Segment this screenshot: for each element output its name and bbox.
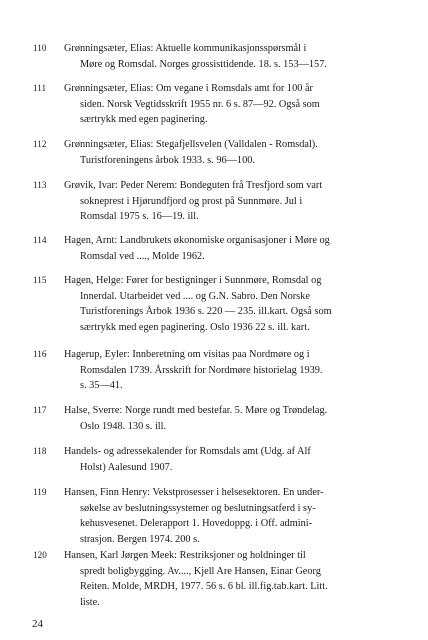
entry-line: strasjon. Bergen 1974. 200 s.: [80, 533, 200, 545]
entry-line: Oslo 1948. 130 s. ill.: [80, 420, 167, 432]
entry-line: Hansen, Finn Henry: Vekstprosesser i helsesektoren. En under-: [64, 487, 324, 498]
entry-line: Romsdal ved ...., Molde 1962.: [80, 250, 205, 262]
entry-text: [64, 273, 408, 335]
bibliography-entry: [33, 444, 408, 475]
entry-text: [64, 137, 408, 168]
bibliography-entry: [33, 403, 408, 434]
entry-number: 120: [33, 550, 47, 560]
entry-line: Hagen, Helge: Fører for bestigninger i Sunnmøre, Romsdal og: [64, 275, 322, 286]
entry-text: [64, 233, 408, 264]
entry-line: Halse, Sverre: Norge rundt med bestefar. 5. Møre og Trøndelag.: [64, 405, 328, 416]
entry-line: Grønningsæter, Elias: Aktuelle kommunikasjonsspørsmål i: [64, 43, 307, 54]
entry-line: Turistforenings Årbok 1936 s. 220 — 235. ill.kart. Også som: [80, 306, 332, 318]
bibliography-entry: [33, 347, 408, 394]
entry-text: [64, 41, 408, 72]
page-number: 24: [32, 618, 43, 630]
entry-number: 117: [33, 405, 47, 415]
entry-line: Grønningsæter, Elias: Stegafjellsvelen (Valldalen - Romsdal).: [64, 139, 318, 150]
entry-line: Hansen, Karl Jørgen Meek: Restriksjoner og holdninger til: [64, 550, 306, 561]
bibliography-entry: [33, 233, 408, 264]
entry-line: sokneprest i Hjørundfjord og prost på Sunnmøre. Jul i: [80, 195, 303, 207]
entry-number: 119: [33, 487, 47, 497]
entry-text: [64, 347, 408, 394]
entry-text: [64, 485, 408, 547]
bibliography-entry: [33, 41, 408, 72]
entry-line: spredt boligbygging. Av...., Kjell Are Hansen, Einar Georg: [80, 565, 321, 577]
entry-line: Handels- og adressekalender for Romsdals amt (Udg. af Alf: [64, 446, 311, 457]
entry-line: søkelse av beslutningssystemer og beslutningsatferd i sy-: [80, 502, 316, 514]
entry-number: 110: [33, 43, 47, 53]
entry-text: [64, 444, 408, 475]
entry-line: Grøvik, Ivar: Peder Nerem: Bondeguten frå Tresfjord som vart: [64, 180, 323, 191]
entry-line: særtrykk med egen paginering.: [80, 114, 208, 126]
entry-line: Møre og Romsdal. Norges grossisttidende. 18. s. 153—157.: [80, 58, 327, 70]
entry-line: Hagen, Arnt: Landbrukets økonomiske organisasjoner i Møre og: [64, 235, 330, 246]
entry-number: 111: [33, 83, 47, 93]
entry-line: Romsdalen 1739. Årsskrift for Nordmøre historielag 1939.: [80, 364, 323, 376]
entry-text: [64, 548, 408, 610]
bibliography-entry: [33, 273, 408, 335]
entry-line: Reiten. Molde, MRDH, 1977. 56 s. 6 bl. ill.fig.tab.kart. Litt.: [80, 581, 328, 593]
entry-text: [64, 403, 408, 434]
entry-number: 114: [33, 235, 47, 245]
entry-number: 118: [33, 446, 47, 456]
entry-line: s. 35—41.: [80, 380, 123, 392]
entry-line: kehusvesenet. Delerapport 1. Hovedoppg. i Off. admini-: [80, 518, 313, 530]
entry-line: Innerdal. Utarbeidet ved .... og G.N. Sabro. Den Norske: [80, 290, 310, 302]
entry-line: siden. Norsk Vegtidsskrift 1955 nr. 6 s. 87—92. Også som: [80, 98, 320, 110]
entry-text: [64, 81, 408, 128]
bibliography-entry: [33, 485, 408, 547]
entry-number: 116: [33, 349, 47, 359]
entry-line: Grønningsæter, Elias: Om vegane i Romsdals amt for 100 år: [64, 83, 313, 94]
entry-line: liste.: [80, 596, 100, 608]
entry-text: [64, 178, 408, 225]
bibliography-entry: [33, 137, 408, 168]
entry-number: 112: [33, 139, 47, 149]
entry-line: Hagerup, Eyler: Innberetning om visitas paa Nordmøre og i: [64, 349, 310, 360]
entry-line: Turistforeningens årbok 1933. s. 96—100.: [80, 154, 255, 166]
bibliography-entry: [33, 548, 408, 610]
bibliography-entry: [33, 178, 408, 225]
bibliography-entry: [33, 81, 408, 128]
entry-number: 113: [33, 180, 47, 190]
entry-number: 115: [33, 275, 47, 285]
entry-line: særtrykk med egen paginering. Oslo 1936 22 s. ill. kart.: [80, 321, 310, 333]
entry-line: Holst) Aalesund 1907.: [80, 461, 173, 473]
entry-line: Romsdal 1975 s. 16—19. ill.: [80, 211, 199, 223]
